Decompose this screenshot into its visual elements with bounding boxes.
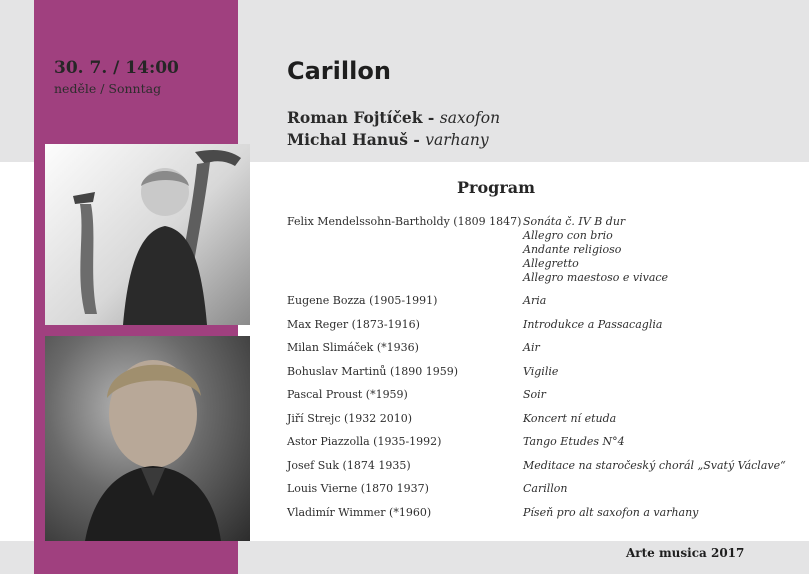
program-composer: Milan Slimáček (*1936) (287, 341, 419, 354)
organist-illustration (45, 336, 250, 541)
program-composer: Josef Suk (1874 1935) (287, 459, 411, 472)
program-work: Aria (523, 294, 547, 307)
program-work: Air (523, 341, 540, 354)
performer-name: Roman Fojtíček - (287, 108, 440, 127)
work-line: Sonáta č. IV B dur (523, 215, 626, 228)
program-work: Tango Etudes N°4 (523, 435, 625, 448)
work-line: Andante religioso (523, 243, 622, 256)
performer-1 (287, 108, 500, 127)
performer-instrument: varhany (425, 131, 489, 149)
performer-instrument: saxofon (439, 109, 501, 127)
footer-festival-name: Arte musica 2017 (626, 546, 745, 560)
program-work: Meditace na staročeský chorál „Svatý Václave“ (523, 459, 786, 472)
saxophonist-illustration (45, 144, 250, 325)
program-work: Píseň pro alt saxofon a varhany (523, 506, 699, 519)
program-composer: Louis Vierne (1870 1937) (287, 482, 429, 495)
program-work: Introdukce a Passacaglia (523, 318, 663, 331)
organist-photo (45, 336, 250, 541)
program-composer: Astor Piazzolla (1935-1992) (287, 435, 442, 448)
program-work: Koncert ní etuda (523, 412, 617, 425)
performer-name: Michal Hanuš - (287, 130, 426, 149)
program-work: Soir (523, 388, 546, 401)
concert-title: Carillon (287, 57, 391, 85)
work-line: Allegretto (523, 257, 579, 270)
event-day: neděle / Sonntag (54, 81, 162, 96)
program-composer: Eugene Bozza (1905-1991) (287, 294, 438, 307)
work-line: Allegro maestoso e vivace (523, 271, 669, 284)
event-date: 30. 7. / 14:00 (54, 58, 179, 78)
program-composer: Jiří Strejc (1932 2010) (287, 412, 413, 425)
program-composer: Vladimír Wimmer (*1960) (287, 506, 432, 519)
program-work: Carillon (523, 482, 568, 495)
program-work (523, 215, 668, 285)
program-heading: Program (457, 178, 536, 197)
program-composer: Bohuslav Martinů (1890 1959) (287, 365, 459, 378)
program-composer: Felix Mendelssohn-Bartholdy (1809 1847) (287, 215, 522, 228)
program-composer: Max Reger (1873-1916) (287, 318, 420, 331)
performer-2 (287, 130, 489, 149)
saxophonist-photo (45, 144, 250, 325)
program-composer: Pascal Proust (*1959) (287, 388, 408, 401)
work-line: Allegro con brio (523, 229, 613, 242)
program-work: Vigilie (523, 365, 559, 378)
